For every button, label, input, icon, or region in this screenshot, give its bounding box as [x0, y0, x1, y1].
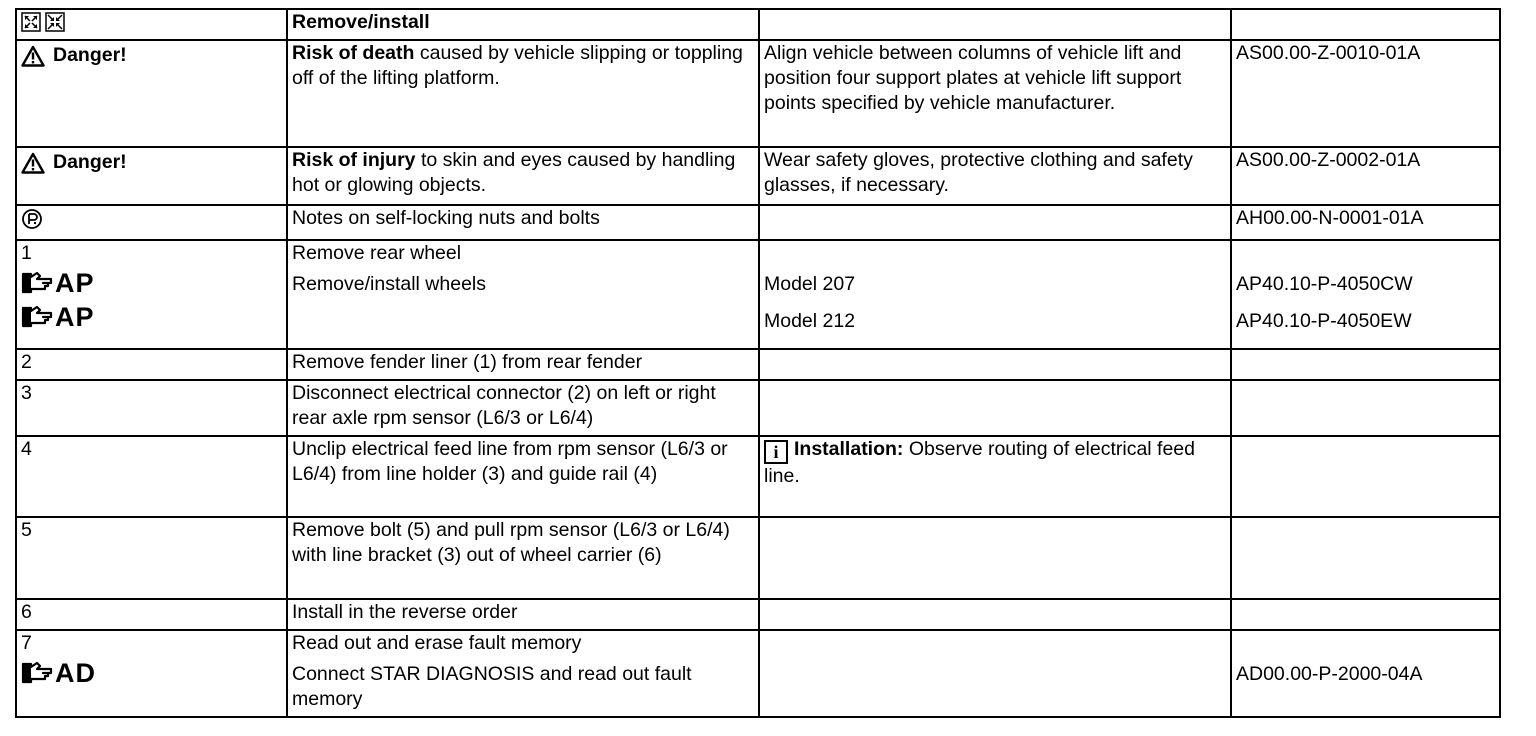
step-number: 6 — [16, 599, 287, 630]
code-cell — [1231, 630, 1500, 717]
warning-triangle-icon — [21, 45, 45, 67]
danger-row-injury — [16, 147, 1500, 205]
step-description: Remove fender liner (1) from rear fender — [287, 349, 759, 380]
step-number-cell — [16, 630, 287, 717]
empty-cell — [1231, 380, 1500, 436]
document-code[interactable]: AP40.10-P-4050EW — [1236, 310, 1412, 332]
step-description: Read out and erase fault memory Connect STAR DIAGNOSIS and read out fault memory — [287, 630, 759, 717]
table-header-row — [16, 9, 1500, 40]
header-title: Remove/install — [287, 9, 759, 40]
step-number: 3 — [16, 380, 287, 436]
note-circle-icon — [21, 208, 282, 230]
safety-action: Align vehicle between columns of vehicle lift and position four support plates at vehicle lift support points specified by vehicle manufacturer. — [759, 40, 1231, 147]
step-number: 5 — [16, 517, 287, 599]
step-row-5 — [16, 517, 1500, 599]
document-code[interactable]: AS00.00-Z-0002-01A — [1231, 147, 1500, 205]
step-number: 1 — [21, 242, 32, 264]
empty-cell — [759, 380, 1231, 436]
note-icon-cell — [16, 205, 287, 240]
step-description: Disconnect electrical connector (2) on left or right rear axle rpm sensor (L6/3 or L6/4) — [287, 380, 759, 436]
safety-action: Wear safety gloves, protective clothing and safety glasses, if necessary. — [759, 147, 1231, 205]
danger-label: Danger! — [53, 44, 127, 66]
collapse-icon[interactable] — [45, 12, 65, 32]
header-empty-cell — [759, 9, 1231, 40]
step-number: 7 — [21, 632, 32, 654]
pointing-hand-icon — [21, 271, 53, 295]
ap-reference-marker[interactable]: AP — [21, 266, 282, 300]
step-number: 2 — [16, 349, 287, 380]
expand-icon[interactable] — [21, 12, 41, 32]
pointing-hand-icon — [21, 305, 53, 329]
warning-triangle-icon — [21, 152, 45, 174]
step-number: 4 — [16, 436, 287, 517]
step-description: Unclip electrical feed line from rpm sensor (L6/3 or L6/4) from line holder (3) and guide rail (4) — [287, 436, 759, 517]
model-212: Model 212 — [764, 310, 856, 332]
step-description: Install in the reverse order — [287, 599, 759, 630]
danger-label: Danger! — [53, 151, 127, 173]
step-description: Remove bolt (5) and pull rpm sensor (L6/3 or L6/4) with line bracket (3) out of wheel carrier (6) — [287, 517, 759, 599]
header-icons-cell — [16, 9, 287, 40]
step-row-1 — [16, 240, 1500, 349]
step-row-6 — [16, 599, 1500, 630]
danger-row-death — [16, 40, 1500, 147]
notes-empty-cell — [759, 205, 1231, 240]
empty-cell — [1231, 436, 1500, 517]
document-code[interactable]: AH00.00-N-0001-01A — [1231, 205, 1500, 240]
danger-label-cell — [16, 147, 287, 205]
document-code[interactable]: AP40.10-P-4050CW — [1236, 273, 1413, 295]
document-code[interactable]: AD00.00-P-2000-04A — [1236, 663, 1423, 685]
risk-description: Risk of death caused by vehicle slipping or toppling off of the lifting platform. — [287, 40, 759, 147]
empty-cell — [1231, 517, 1500, 599]
step-row-3 — [16, 380, 1500, 436]
risk-description: Risk of injury to skin and eyes caused by handling hot or glowing objects. — [287, 147, 759, 205]
step-number-cell — [16, 240, 287, 349]
ad-reference-marker[interactable]: AD — [21, 656, 282, 690]
step-row-4 — [16, 436, 1500, 517]
step-row-7 — [16, 630, 1500, 717]
code-cell — [1231, 240, 1500, 349]
notes-text: Notes on self-locking nuts and bolts — [287, 205, 759, 240]
info-icon: i — [764, 440, 788, 464]
header-empty-cell — [1231, 9, 1500, 40]
empty-cell — [1231, 599, 1500, 630]
pointing-hand-icon — [21, 661, 53, 685]
step-row-2 — [16, 349, 1500, 380]
procedure-table — [15, 8, 1501, 718]
installation-note: i Installation: Observe routing of electrical feed line. — [759, 436, 1231, 517]
empty-cell — [759, 630, 1231, 717]
empty-cell — [759, 517, 1231, 599]
notes-row — [16, 205, 1500, 240]
ap-reference-marker[interactable]: AP — [21, 300, 282, 334]
document-code[interactable]: AS00.00-Z-0010-01A — [1231, 40, 1500, 147]
model-207: Model 207 — [764, 273, 856, 295]
empty-cell — [759, 349, 1231, 380]
step-description: Remove rear wheel Remove/install wheels — [287, 240, 759, 349]
model-cell — [759, 240, 1231, 349]
empty-cell — [1231, 349, 1500, 380]
danger-label-cell — [16, 40, 287, 147]
empty-cell — [759, 599, 1231, 630]
